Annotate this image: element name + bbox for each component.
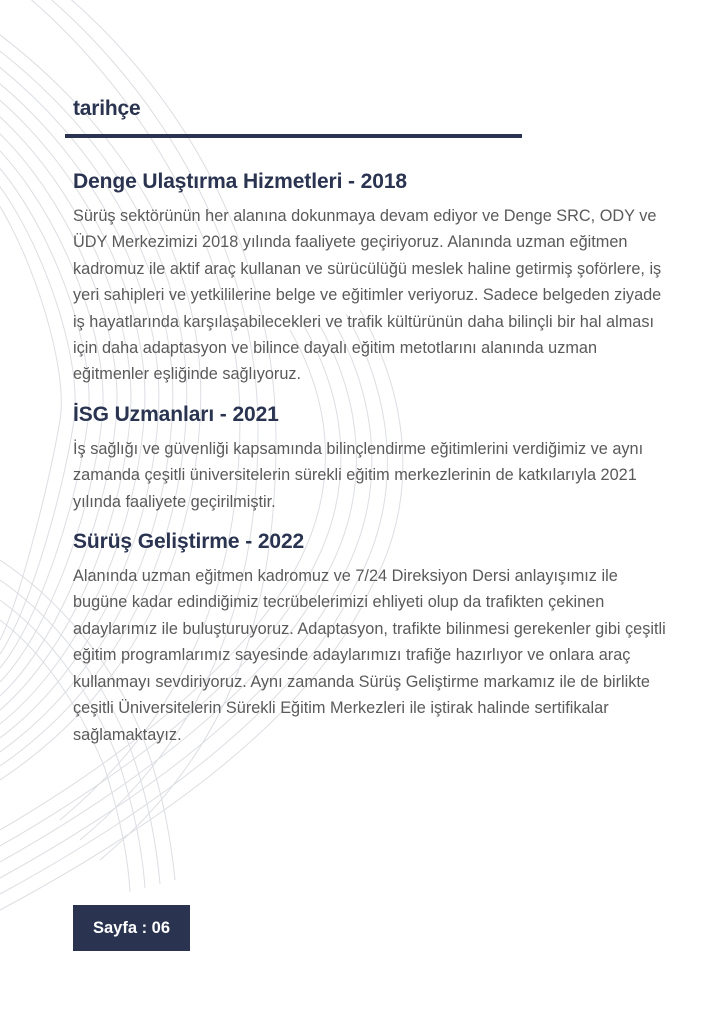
- history-entry-2022: [73, 527, 673, 748]
- history-content: [73, 167, 673, 748]
- page-number-badge: Sayfa : 06: [73, 905, 190, 951]
- entry-body: İş sağlığı ve güvenliği kapsamında bilinçlendirme eğitimlerini verdiğimiz ve aynı zamanda çeşitli üniversitelerin sürekli eğitim merkezlerinin de katkılarıyla 2021 yılında faaliyete geçirilmiştir.: [73, 439, 644, 511]
- title-divider: [65, 134, 522, 138]
- section-title: tarihçe: [73, 97, 141, 120]
- history-entry-2021: [73, 400, 673, 515]
- history-entry-2018: [73, 167, 673, 388]
- entry-body: Sürüş sektörünün her alanına dokunmaya devam ediyor ve Denge SRC, ODY ve ÜDY Merkezimizi 2018 yılında faaliyete geçiriyoruz. Alanında uzman eğitmen kadromuz ile aktif araç kullanan ve sürücülüğü meslek haline getirmiş şoförlere, iş yeri sahipleri ve yetkililerine belge ve eğitimler veriyoruz. Sadece belgeden ziyade iş hayatlarında karşılaşabilecekleri ve trafik kültürünün daha bilinçli bir hal alması için daha adaptasyon ve bilince dayalı eğitim metotlarını alanında uzman eğitmenler eşliğinde sağlıyoruz.: [73, 207, 662, 384]
- entry-heading: Denge Ulaştırma Hizmetleri - 2018: [73, 170, 408, 193]
- entry-body: Alanında uzman eğitmen kadromuz ve 7/24 Direksiyon Dersi anlayışımız ile bugüne kadar edindiğimiz tecrübelerimizi ehliyeti olup da trafikten çekinen adaylarımız ile buluşturuyoruz. Adaptasyon, trafikte bilinmesi gerekenler gibi çeşitli eğitim programlarımız sayesinde adaylarımızı trafiğe hazırlıyor ve onlara araç kullanmayı sevdiriyoruz. Aynı zamanda Sürüş Geliştirme markamız ile de birlikte çeşitli Üniversitelerin Sürekli Eğitim Merkezleri ile iştirak halinde sertifikalar sağlamaktayız.: [73, 567, 666, 744]
- entry-heading: İSG Uzmanları - 2021: [73, 402, 279, 426]
- entry-heading: Sürüş Geliştirme - 2022: [73, 530, 305, 554]
